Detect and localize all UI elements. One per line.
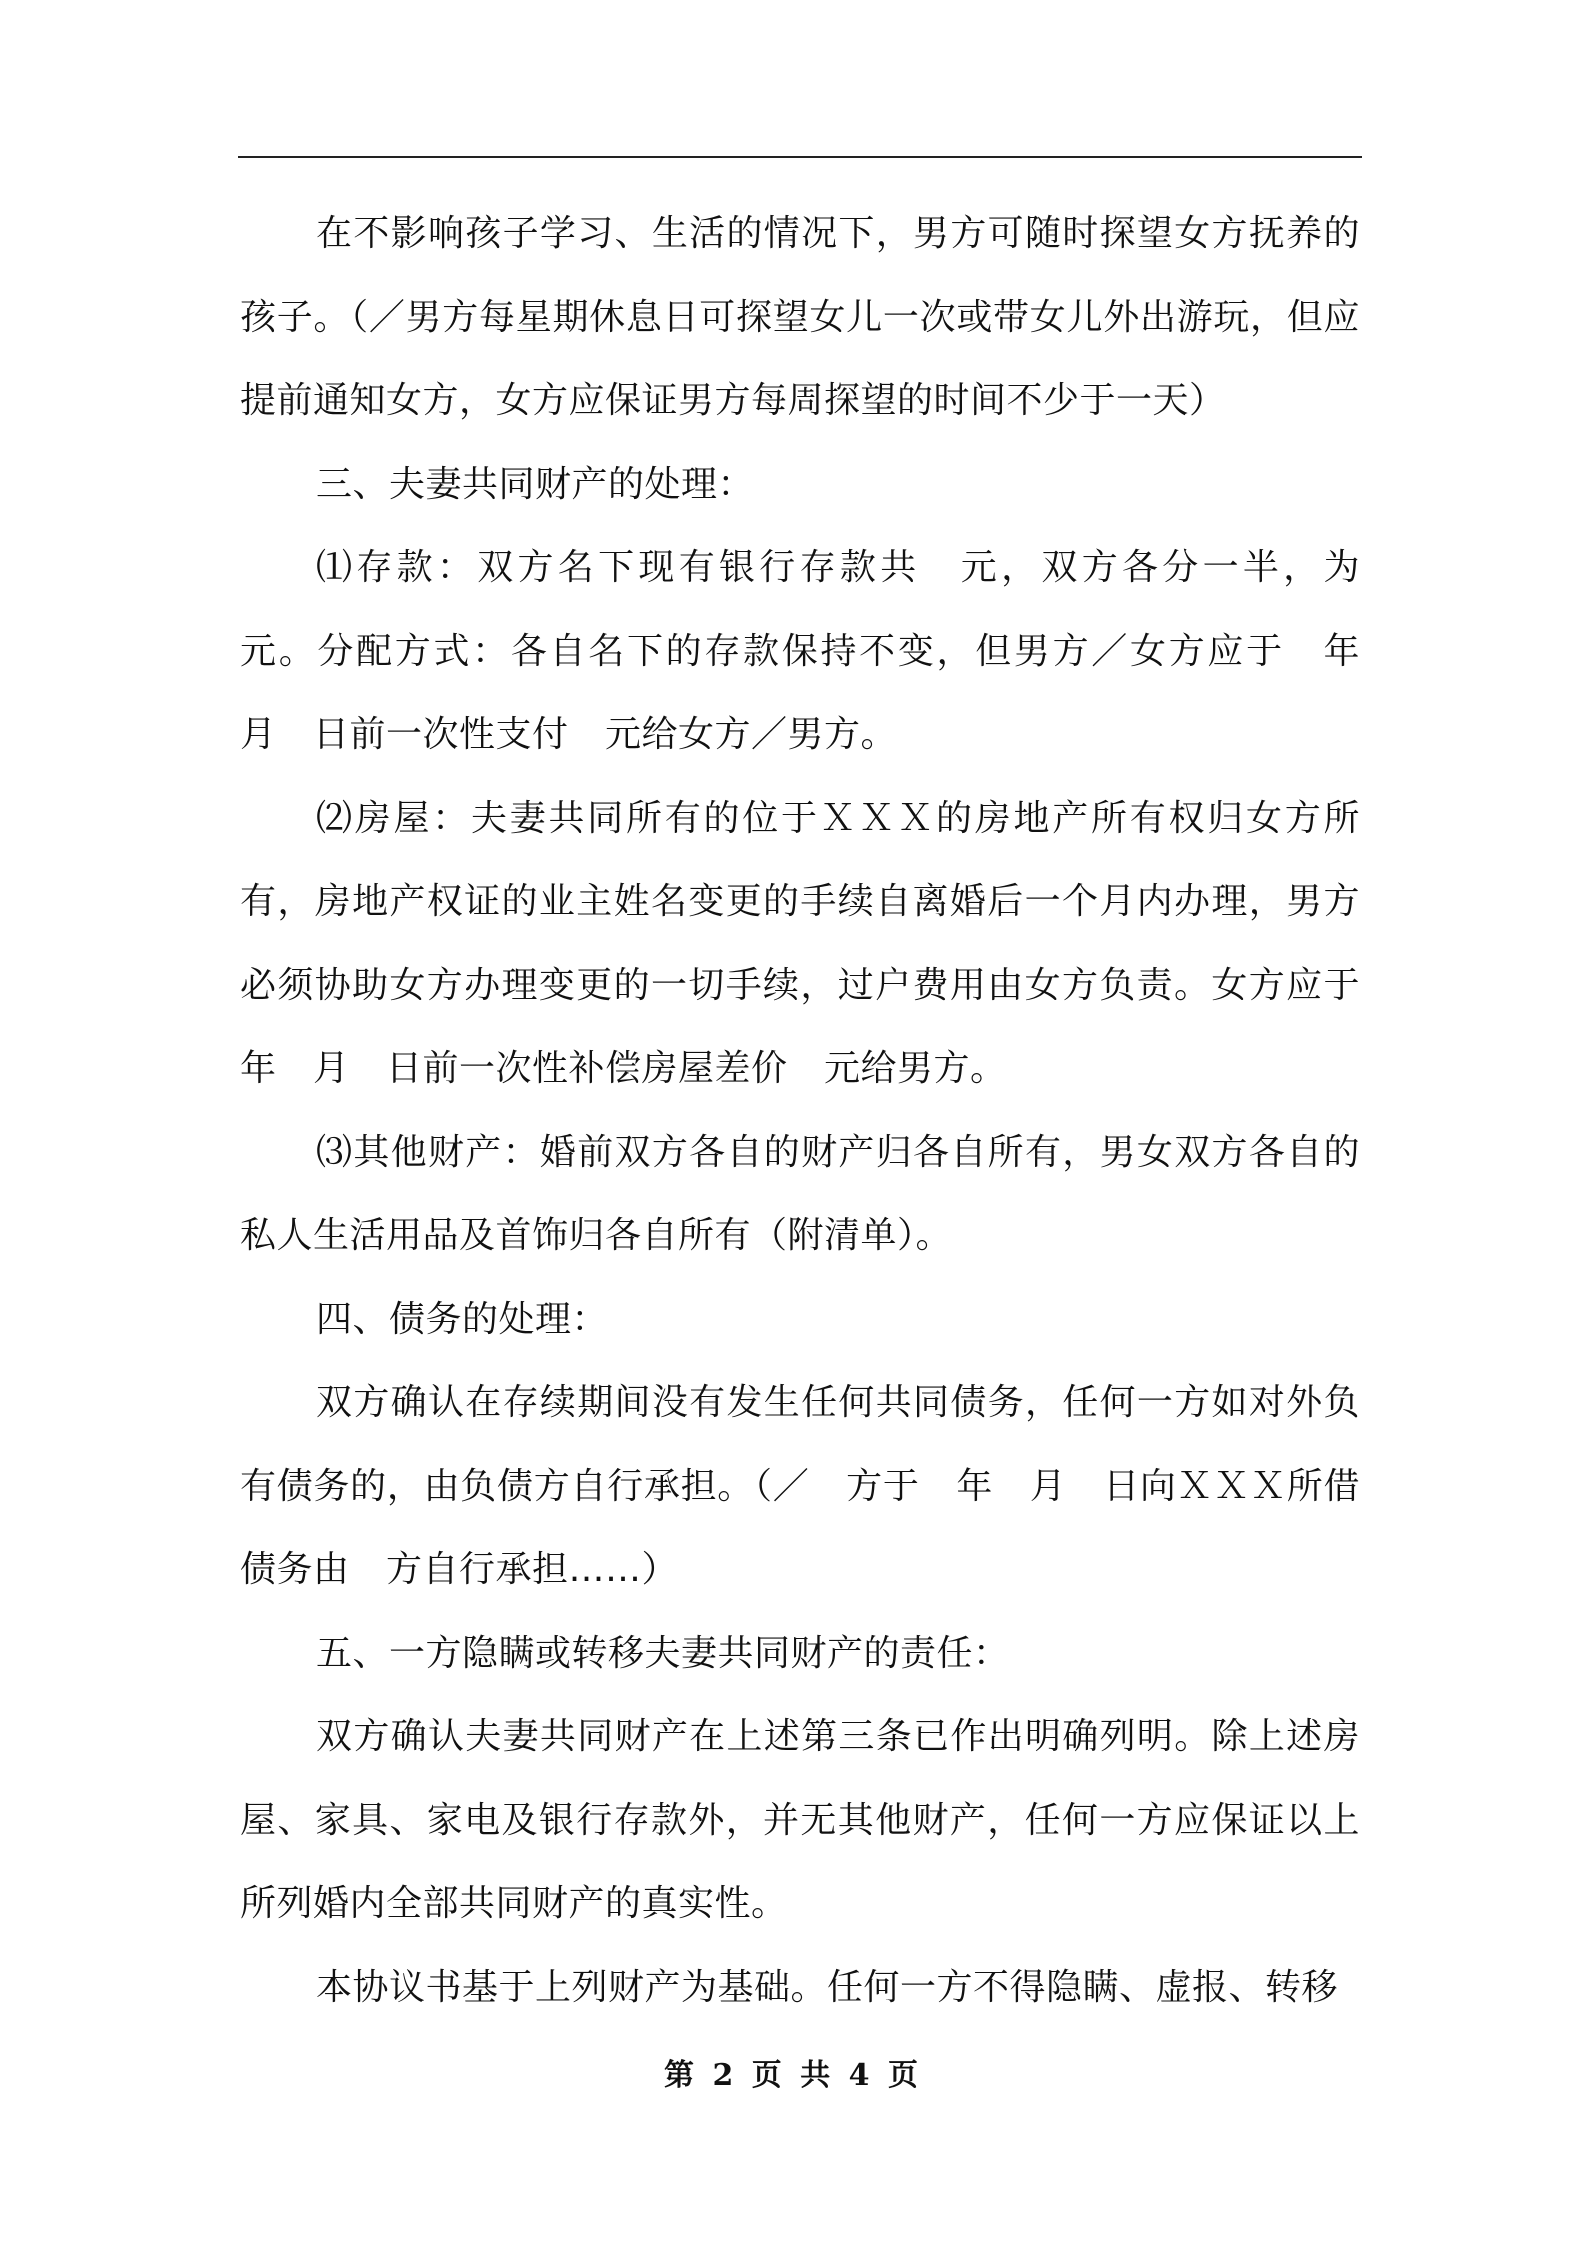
- section-heading-property: 三、夫妻共同财产的处理：: [316, 463, 755, 505]
- section-heading-debts: 四、债务的处理：: [316, 1298, 609, 1340]
- paragraph-confirmation: 双方确认夫妻共同财产在上述第三条已作出明确列明。除上述房屋、家具、家电及银行存款外，并无其他财产，任何一方应保证以上所列婚内全部共同财产的真实性。: [240, 1716, 1360, 1924]
- paragraph-deposits: ⑴存款：双方名下现有银行存款共 元，双方各分一半，为 元。分配方式：各自名下的存款保持不变，但男方／女方应于 年 月 日前一次性支付 元给女方／男方。: [240, 547, 1397, 755]
- section-heading-concealment: 五、一方隐瞒或转移夫妻共同财产的责任：: [316, 1632, 1010, 1674]
- paragraph-agreement-basis: 本协议书基于上列财产为基础。任何一方不得隐瞒、虚报、转移: [316, 1966, 1339, 2008]
- paragraph-house: ⑵房屋：夫妻共同所有的位于ＸＸＸ的房地产所有权归女方所有，房地产权证的业主姓名变更的手续自离婚后一个月内办理，男方必须协助女方办理变更的一切手续，过户费用由女方负责。女方应于 年 月 日前一次性补偿房屋差价 元给男方。: [240, 797, 1397, 1089]
- header-rule: [238, 156, 1362, 158]
- document-body: [240, 192, 1397, 2029]
- paragraph-visitation: 在不影响孩子学习、生活的情况下，男方可随时探望女方抚养的孩子。（／男方每星期休息日可探望女儿一次或带女儿外出游玩，但应提前通知女方，女方应保证男方每周探望的时间不少于一天）: [240, 213, 1360, 421]
- paragraph-debts: 双方确认在存续期间没有发生任何共同债务，任何一方如对外负有债务的，由负债方自行承担。（／ 方于 年 月 日向ＸＸＸ所借债务由 方自行承担……）: [240, 1382, 1360, 1590]
- page-number-footer: 第 2 页 共 4 页: [664, 2058, 922, 2093]
- paragraph-other-property: ⑶其他财产：婚前双方各自的财产归各自所有，男女双方各自的私人生活用品及首饰归各自所有（附清单）。: [240, 1131, 1360, 1256]
